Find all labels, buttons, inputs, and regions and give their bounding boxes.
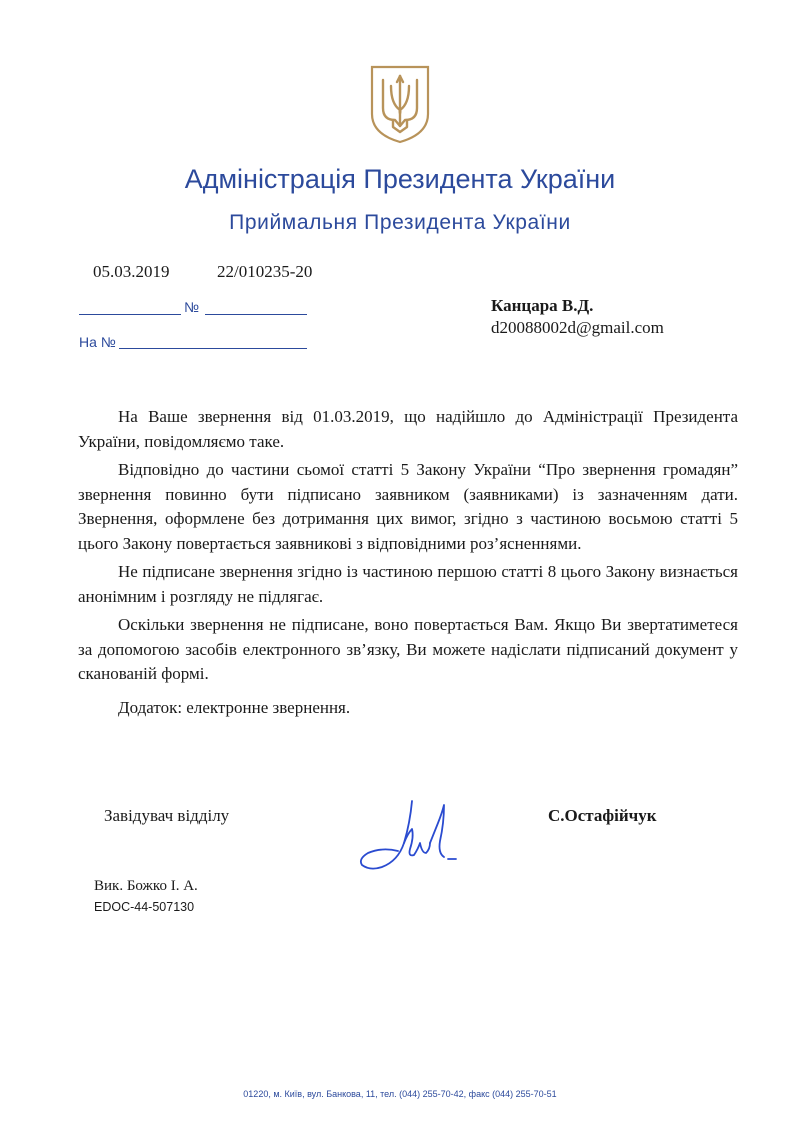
registration-number: 22/010235-20 [217, 262, 313, 281]
handwritten-signature [352, 793, 464, 878]
number-sign: № [184, 299, 200, 315]
reply-to-blank-line [119, 348, 307, 349]
recipient-email: d20088002d@gmail.com [491, 318, 664, 337]
letter-body [78, 405, 738, 724]
recipient-name: Канцара В.Д. [491, 296, 594, 315]
body-paragraph: Відповідно до частини сьомої статті 5 Закону України “Про звернення громадян” звернення повинно бути підписано заявником (заявниками) із зазначенням дати. Звернення, оформлене без дотримання цих вимог, згідно з частиною восьмою статті 5 цього Закону повертається заявникові з відповідними роз’ясненнями. [78, 460, 738, 553]
registration-date: 05.03.2019 [93, 262, 170, 281]
number-blank-line [205, 314, 307, 315]
signer-name: С.Остафійчук [548, 806, 657, 825]
department-subtitle: Приймальня Президента України [229, 211, 571, 234]
coat-of-arms-icon [369, 64, 431, 144]
date-blank-line [79, 314, 181, 315]
signer-position: Завідувач відділу [104, 806, 230, 825]
footer-address: 01220, м. Київ, вул. Банкова, 11, тел. (044) 255-70-42, факс (044) 255-70-51 [243, 1089, 557, 1099]
reply-to-label: На № [79, 334, 116, 350]
document-id: EDOC-44-507130 [94, 900, 195, 914]
attachment-note: Додаток: електронне звернення. [118, 697, 351, 717]
organization-title: Адміністрація Президента України [184, 164, 616, 194]
body-paragraph: Оскільки звернення не підписане, воно повертається Вам. Якщо Ви звертатиметеся за допомогою засобів електронного зв’язку, Ви можете надіслати підписаний документ у сканованій формі. [78, 615, 738, 683]
body-paragraph: На Ваше звернення від 01.03.2019, що надійшло до Адміністрації Президента України, повідомляємо таке. [78, 407, 738, 451]
body-paragraph: Не підписане звернення згідно із частиною першою статті 8 цього Закону визнається анонімним і розгляду не підлягає. [78, 562, 738, 606]
executor-line: Вик. Божко І. А. [94, 878, 198, 894]
